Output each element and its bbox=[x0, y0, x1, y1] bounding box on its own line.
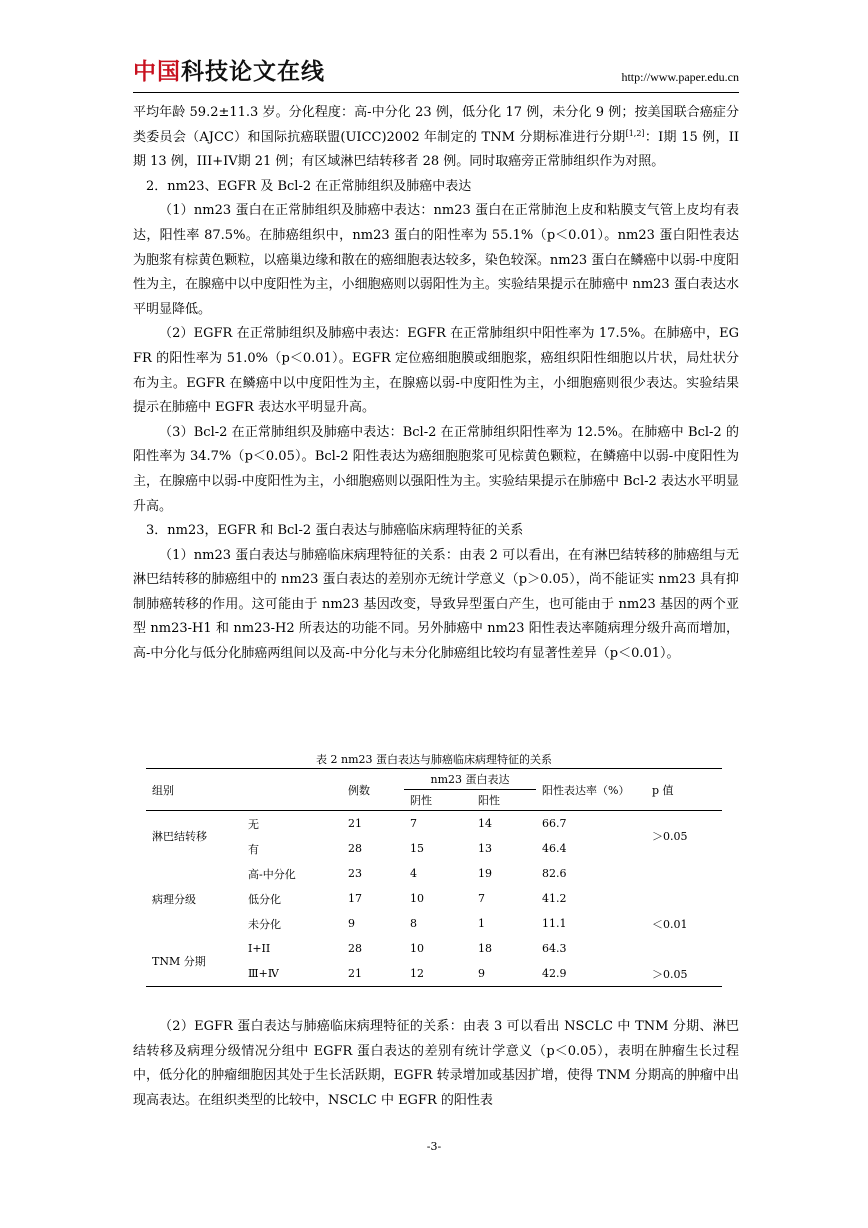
section-heading-2: 2．nm23、EGFR 及 Bcl-2 在正常肺组织及肺癌中表达 bbox=[146, 178, 472, 194]
cell-sub: Ⅲ+Ⅳ bbox=[242, 961, 342, 987]
cell-p-path: ＜0.01 bbox=[652, 918, 688, 931]
body-text bbox=[133, 101, 739, 667]
cell-neg: 8 bbox=[410, 917, 417, 930]
cell-p-tnm: ＞0.05 bbox=[646, 936, 722, 987]
cell-cases: 23 bbox=[348, 867, 362, 880]
cell-sub: Ⅰ+II bbox=[248, 942, 271, 955]
header-p: p 值 bbox=[646, 769, 722, 811]
paragraph-1-main: 平均年龄 59.2±11.3 岁。分化程度：高-中分化 23 例，低分化 17 例，未分化 9 例；按美国联合癌症分类委员会（AJCC）和国际抗癌联盟(UICC)2002 年制定的 TNM 分期标准进行分期 bbox=[133, 105, 739, 145]
group-lymph: 淋巴结转移 bbox=[152, 830, 207, 843]
paragraph-egfr-clinical: （2）EGFR 蛋白表达与肺癌临床病理特征的关系：由表 3 可以看出 NSCLC 中 TNM 分期、淋巴结转移及病理分级情况分组中 EGFR 蛋白表达的差别有统计学意义（p＜0.05），表明在肿瘤生长过程中，低分化的肿瘤细胞因其处于生长活跃期，EGFR 转录增加或基因扩增，使得 TNM 分期高的肿瘤中出现高表达。在组织类型的比较中，NSCLC 中 EGFR 的阳性表 bbox=[133, 1019, 739, 1108]
cell-sub: 无 bbox=[248, 817, 259, 831]
cell-sub: 未分化 bbox=[248, 917, 281, 931]
cell-rate: 66.7 bbox=[542, 817, 567, 830]
body-text-bottom bbox=[133, 1015, 739, 1113]
cell-neg: 15 bbox=[410, 842, 424, 855]
cell-cases: 9 bbox=[348, 917, 355, 930]
page-header bbox=[133, 58, 739, 92]
cell-neg: 7 bbox=[410, 817, 417, 830]
cell-cases: 17 bbox=[348, 892, 362, 905]
cell-cases: 28 bbox=[348, 842, 362, 855]
citation-ref: [1,2] bbox=[625, 128, 645, 138]
header-expression: nm23 蛋白表达 bbox=[404, 769, 536, 790]
cell-rate: 64.3 bbox=[542, 942, 567, 955]
cell-pos: 1 bbox=[478, 917, 485, 930]
cell-cases: 21 bbox=[342, 961, 404, 987]
group-tnm: TNM 分期 bbox=[146, 936, 242, 987]
cell-pos: 14 bbox=[478, 817, 492, 830]
table-header-row bbox=[146, 769, 722, 790]
cell-pos: 19 bbox=[478, 867, 492, 880]
cell-pos: 13 bbox=[478, 842, 492, 855]
table-row bbox=[146, 811, 722, 837]
data-table bbox=[146, 768, 722, 987]
cell-sub: 高-中分化 bbox=[248, 867, 296, 881]
table-row bbox=[146, 861, 722, 886]
header-negative: 阴性 bbox=[404, 790, 472, 811]
cell-sub: 低分化 bbox=[248, 892, 281, 906]
cell-neg: 10 bbox=[410, 942, 424, 955]
paragraph-egfr: （2）EGFR 在正常肺组织及肺癌中表达：EGFR 在正常肺组织中阳性率为 17.5%。在肺癌中，EGFR 的阳性率为 51.0%（p＜0.01）。EGFR 定位癌细胞膜或细胞浆，癌组织阳性细胞以片状，局灶状分布为主。EGFR 在鳞癌中以中度阳性为主，在腺癌以弱-中度阳性为主，小细胞癌则很少表达。实验结果提示在肺癌中 EGFR 表达水平明显升高。 bbox=[133, 326, 740, 416]
group-path: 病理分级 bbox=[152, 892, 196, 906]
cell-rate: 11.1 bbox=[542, 917, 567, 930]
paragraph-bcl2: （3）Bcl-2 在正常肺组织及肺癌中表达：Bcl-2 在正常肺组织阳性率为 12.5%。在肺癌中 Bcl-2 的阳性率为 34.7%（p＜0.05）。Bcl-2 阳性表达为癌细胞胞浆可见棕黄色颗粒，在鳞癌中以弱-中度阳性为主，在腺癌中以弱-中度阳性为主，小细胞癌则以强阳性为主。实验结果提示在肺癌中 Bcl-2 表达水平明显升高。 bbox=[133, 424, 739, 514]
cell-rate: 42.9 bbox=[536, 961, 646, 987]
table-row bbox=[146, 936, 722, 961]
cell-rate: 46.4 bbox=[542, 842, 567, 855]
cell-pos: 7 bbox=[478, 892, 485, 905]
cell-neg: 12 bbox=[404, 961, 472, 987]
header-cases: 例数 bbox=[342, 769, 404, 811]
cell-rate: 41.2 bbox=[542, 892, 567, 905]
cell-neg: 10 bbox=[410, 892, 424, 905]
table-2 bbox=[146, 752, 722, 987]
header-url: http://www.paper.edu.cn bbox=[621, 70, 739, 84]
paragraph-nm23-clinical: （1）nm23 蛋白表达与肺癌临床病理特征的关系：由表 2 可以看出，在有淋巴结转移的肺癌组与无淋巴结转移的肺癌组中的 nm23 蛋白表达的差别亦无统计学意义（p＞0.05），尚不能证实 nm23 具有抑制肺癌转移的作用。这可能由于 nm23 基因改变，导致异型蛋白产生，也可能由于 nm23 基因的两个亚型 nm23-H1 和 nm23-H2 所表达的功能不同。另外肺癌中 nm23 阳性表达率随病理分级升高而增加，高-中分化与低分化肺癌两组间以及高-中分化与未分化肺癌组比较均有显著性差异（p＜0.01）。 bbox=[133, 547, 739, 662]
cell-p-lymph: ＞0.05 bbox=[652, 830, 688, 843]
page-number: -3- bbox=[426, 1140, 442, 1153]
header-positive: 阳性 bbox=[472, 790, 536, 811]
paragraph-nm23: （1）nm23 蛋白在正常肺组织及肺癌中表达：nm23 蛋白在正常肺泡上皮和粘膜支气管上皮均有表达，阳性率 87.5%。在肺癌组织中，nm23 蛋白的阳性率为 55.1%（p＜0.01）。nm23 蛋白阳性表达为胞浆有棕黄色颗粒，以癌巢边缘和散在的癌细胞表达较多，染色较深。nm23 蛋白在鳞癌中以弱-中度阳性为主，在腺癌中以中度阳性为主，小细胞癌则以弱阳性为主。实验结果提示在肺癌中 nm23 蛋白表达水平明显降低。 bbox=[133, 203, 739, 317]
paragraph-1-tail: ：I期 15 例，II期 13 例，III+IV期 21 例；有区域淋巴结转移者 28 例。同时取癌旁正常肺组织作为对照。 bbox=[133, 129, 739, 170]
cell-pos: 18 bbox=[478, 942, 492, 955]
site-logo bbox=[133, 58, 325, 86]
cell-sub: 有 bbox=[248, 842, 259, 856]
header-rule bbox=[133, 92, 739, 93]
cell-cases: 21 bbox=[348, 817, 362, 830]
section-heading-3: 3．nm23，EGFR 和 Bcl-2 蛋白表达与肺癌临床病理特征的关系 bbox=[146, 523, 524, 539]
cell-pos: 9 bbox=[472, 961, 536, 987]
header-rate: 阳性表达率（%） bbox=[536, 769, 646, 811]
table-caption: 表 2 nm23 蛋白表达与肺癌临床病理特征的关系 bbox=[316, 753, 552, 766]
cell-neg: 4 bbox=[410, 867, 417, 880]
cell-rate: 82.6 bbox=[542, 867, 567, 880]
header-group: 组别 bbox=[146, 769, 342, 811]
cell-cases: 28 bbox=[348, 942, 362, 955]
logo-black-text: 科技论文在线 bbox=[181, 59, 325, 85]
logo-red-text: 中国 bbox=[133, 59, 181, 85]
paragraph-1 bbox=[133, 101, 739, 175]
